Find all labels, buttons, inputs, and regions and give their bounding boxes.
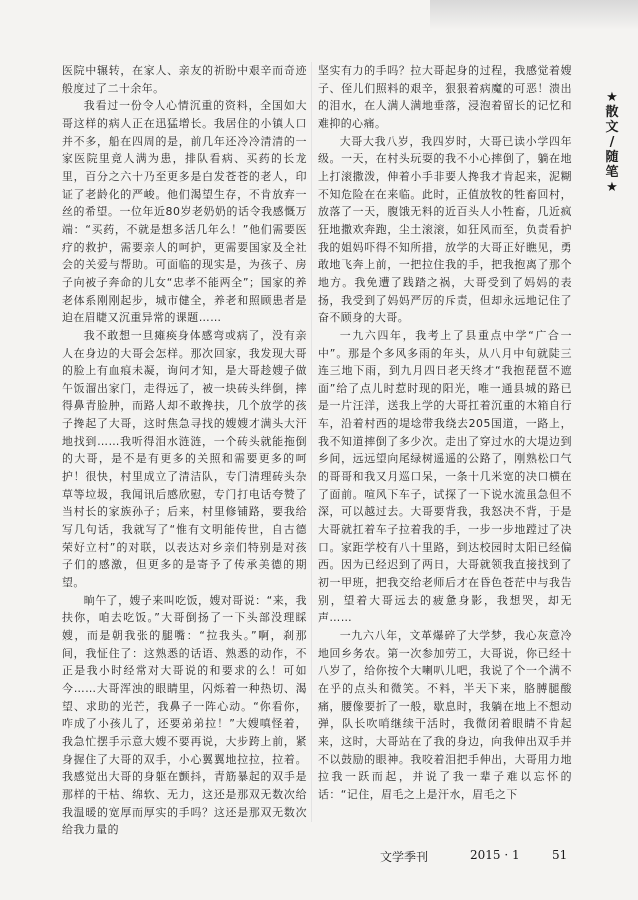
issue-number: 2015 · 1 — [470, 848, 520, 862]
paragraph: 我不敢想一旦瘫痪身体感弯或病了，没有亲人在身边的大哥会怎样。那次回家，我发现大哥的脸上有血痕未凝，询问才知，是大哥趁嫂子做午饭溜出家门，走得远了，被一块砖头绊倒，摔得鼻青脸肿，而路人却不敢搀扶，几个放学的孩子搀起了大哥，这时焦急寻找的嫂嫂才满头大汗地找到……我听得泪水涟涟，一个砖头就能拖倒的大哥，是不是有更多的关照和需要更多的呵护！很快，村里成立了清洁队，专门清理砖头杂草等垃圾，我闻讯后感欣慰，专门打电话夸赞了当村长的家族孙子；后来，村里修铺路，要我给写几句话，我就写了“惟有文明能传世，自古德荣好立村”的对联，以表达对乡亲们特别是对孩子们的感激，但更多的是寄予了传承美德的期望。 — [62, 328, 307, 590]
article-column-right — [318, 62, 572, 844]
page-footer — [380, 848, 580, 868]
paragraph: 医院中辗转，在家人、亲友的祈盼中艰辛而奇迹般度过了二十余年。 — [62, 64, 307, 95]
section-label-char: / — [609, 135, 615, 150]
article-column-left — [62, 62, 307, 844]
paragraph: 大哥大我八岁，我四岁时，大哥已读小学四年级。一天，在村头玩耍的我不小心摔倒了，躺在地上打滚撒泼，伸着小手非要人搀我才肯起来，泥糊不知危险在在来临。此时，正值放牧的牲畜回村，放落了一天，腹饿无料的近百头人小牲畜，几近疯狂地撒欢奔跑，尘土滚滚，如狂风而至，负责看护我的姐妈吓得不知所措，放学的大哥正好瞧见，勇敢地飞奔上前，一把拉住我的手，把我抱离了那个地方。我免遭了践踏之祸，大哥受到了妈妈的表扬，我受到了妈妈严厉的斥责，但却永远地记住了奋不顾身的大哥。 — [318, 134, 572, 325]
paragraph: 晌午了，嫂子来叫吃饭，嫂对哥说：“来，我扶你，咱去吃饭。”大哥倒扬了一下头部没理睬嫂，而是朝我张的腿嘴：“拉我头。”啊，刹那间，我怔住了：这熟悉的话语、熟悉的动作，不正是我小时经常对大哥说的和要求的么！可如今……大哥浑浊的眼睛里，闪烁着一种热切、渴望、求助的光芒，我鼻子一阵心动。“你看你，咋成了小孩儿了，还要弟弟拉！”大嫂嗔怪着，我急忙摆手示意大嫂不要再说，大步跨上前，紧身握住了大哥的双手，小心翼翼地拉拉，拉着。我感觉出大哥的身躯在颤抖，青筋暴起的双手是那样的干枯、绵软、无力，这还是那双无数次给我温暖的宽厚而厚实的手吗？这还是那双无数次给我力量的 — [62, 593, 307, 837]
column-divider — [311, 62, 312, 822]
section-label-char: 随 — [605, 150, 619, 165]
journal-name: 文学季刊 — [380, 850, 429, 864]
star-icon: ★ — [606, 180, 618, 195]
paragraph: 一九六八年，文革爆碎了大学梦，我心灰意冷地回乡务农。第一次参加劳工，大哥说，你已经十八岁了，给你按个大喇叭儿吧，我说了个一个满不在乎的点头和微笑。不料，半天下来，胳膊腿酸痛，腰像要折了一般，歇息时，我躺在地上不想动弹，队长吹哨继续干活时，我微闭着眼睛不肯起来，这时，大哥站在了我的身边，向我伸出双手并不以鼓励的眼神。我咬着泪把手伸出，大哥用力地拉我一跃而起，并说了我一辈子难以忘怀的话：“记住，眉毛之上是汗水，眉毛之下 — [318, 629, 572, 801]
section-label-essay — [601, 90, 623, 195]
section-label-char: 散 — [605, 105, 619, 120]
paragraph: 坚实有力的手吗？拉大哥起身的过程，我感觉着嫂子、侄儿们照料的艰辛，狠狠着病魔的可恶！溃出的泪水，在人满人满地垂落，浸泡着留长的记忆和难抑的心痛。 — [318, 64, 572, 130]
paragraph: 一九六四年，我考上了县重点中学“广合一中”。那是个多风多雨的年头，从八月中旬就陡三连三地下雨，到九月四日老天终才“我抱琵琶不遮面”给了点儿时惹时现的阳光，唯一通县城的路已是一片汪洋，送我上学的大哥扛着沉重的木箱自行车，沿着村西的堤埝带我绕去205国道，一路上，我不知道摔倒了多少次。走出了穿过水的大堤边到乡间，远远望向尾绿树遥遥的公路了，刚熟松口气的哥哥和我又月巡口呆，一条十几米宽的决口横在了面前。喧风下车子，试探了一下说水流虽急但不深，可以越过去。大哥要背我，我怒决不背，于是大哥就扛着车子拉着我的手，一步一步地蹚过了决口。家距学校有八十里路，到达校园时太阳已经偏西。因为已经迟到了两日，大哥就领我直接找到了初一甲班，把我交给老师后才在昏色苍茫中与我告别，望着大哥远去的疲惫身影，我想哭，却无声…… — [318, 328, 572, 625]
star-icon: ★ — [606, 90, 618, 105]
section-label-char: 文 — [605, 120, 619, 135]
page-edge-shadow — [430, 0, 638, 30]
section-label-char: 笔 — [605, 165, 619, 180]
paragraph: 我看过一份令人心情沉重的资料，全国如大哥这样的病人正在迅猛增长。我居住的小镇人口并不多，船在四周的是，前几年还冷冷清清的一家医院里竟人满为患，排队看病、买药的长龙里，百分之六十乃至更多是白发苍苍的老人，印证了老龄化的严峻。他们渴望生存，不肯放弃一丝的希望。一位年近80岁老奶奶的话令我感慨万端：“买药，不就是想多活几年么！”他们需要医疗的救护，需要亲人的呵护，更需要国家及全社会的关爱与帮助。可面临的现实是，为孩子、房子向被子奔命的儿女“忠孝不能两全”；国家的养老体系刚刚起步，城市健全，养老和照顾患者是迫在眉睫又沉重异常的课题…… — [62, 99, 307, 325]
page-number: 51 — [552, 848, 568, 862]
